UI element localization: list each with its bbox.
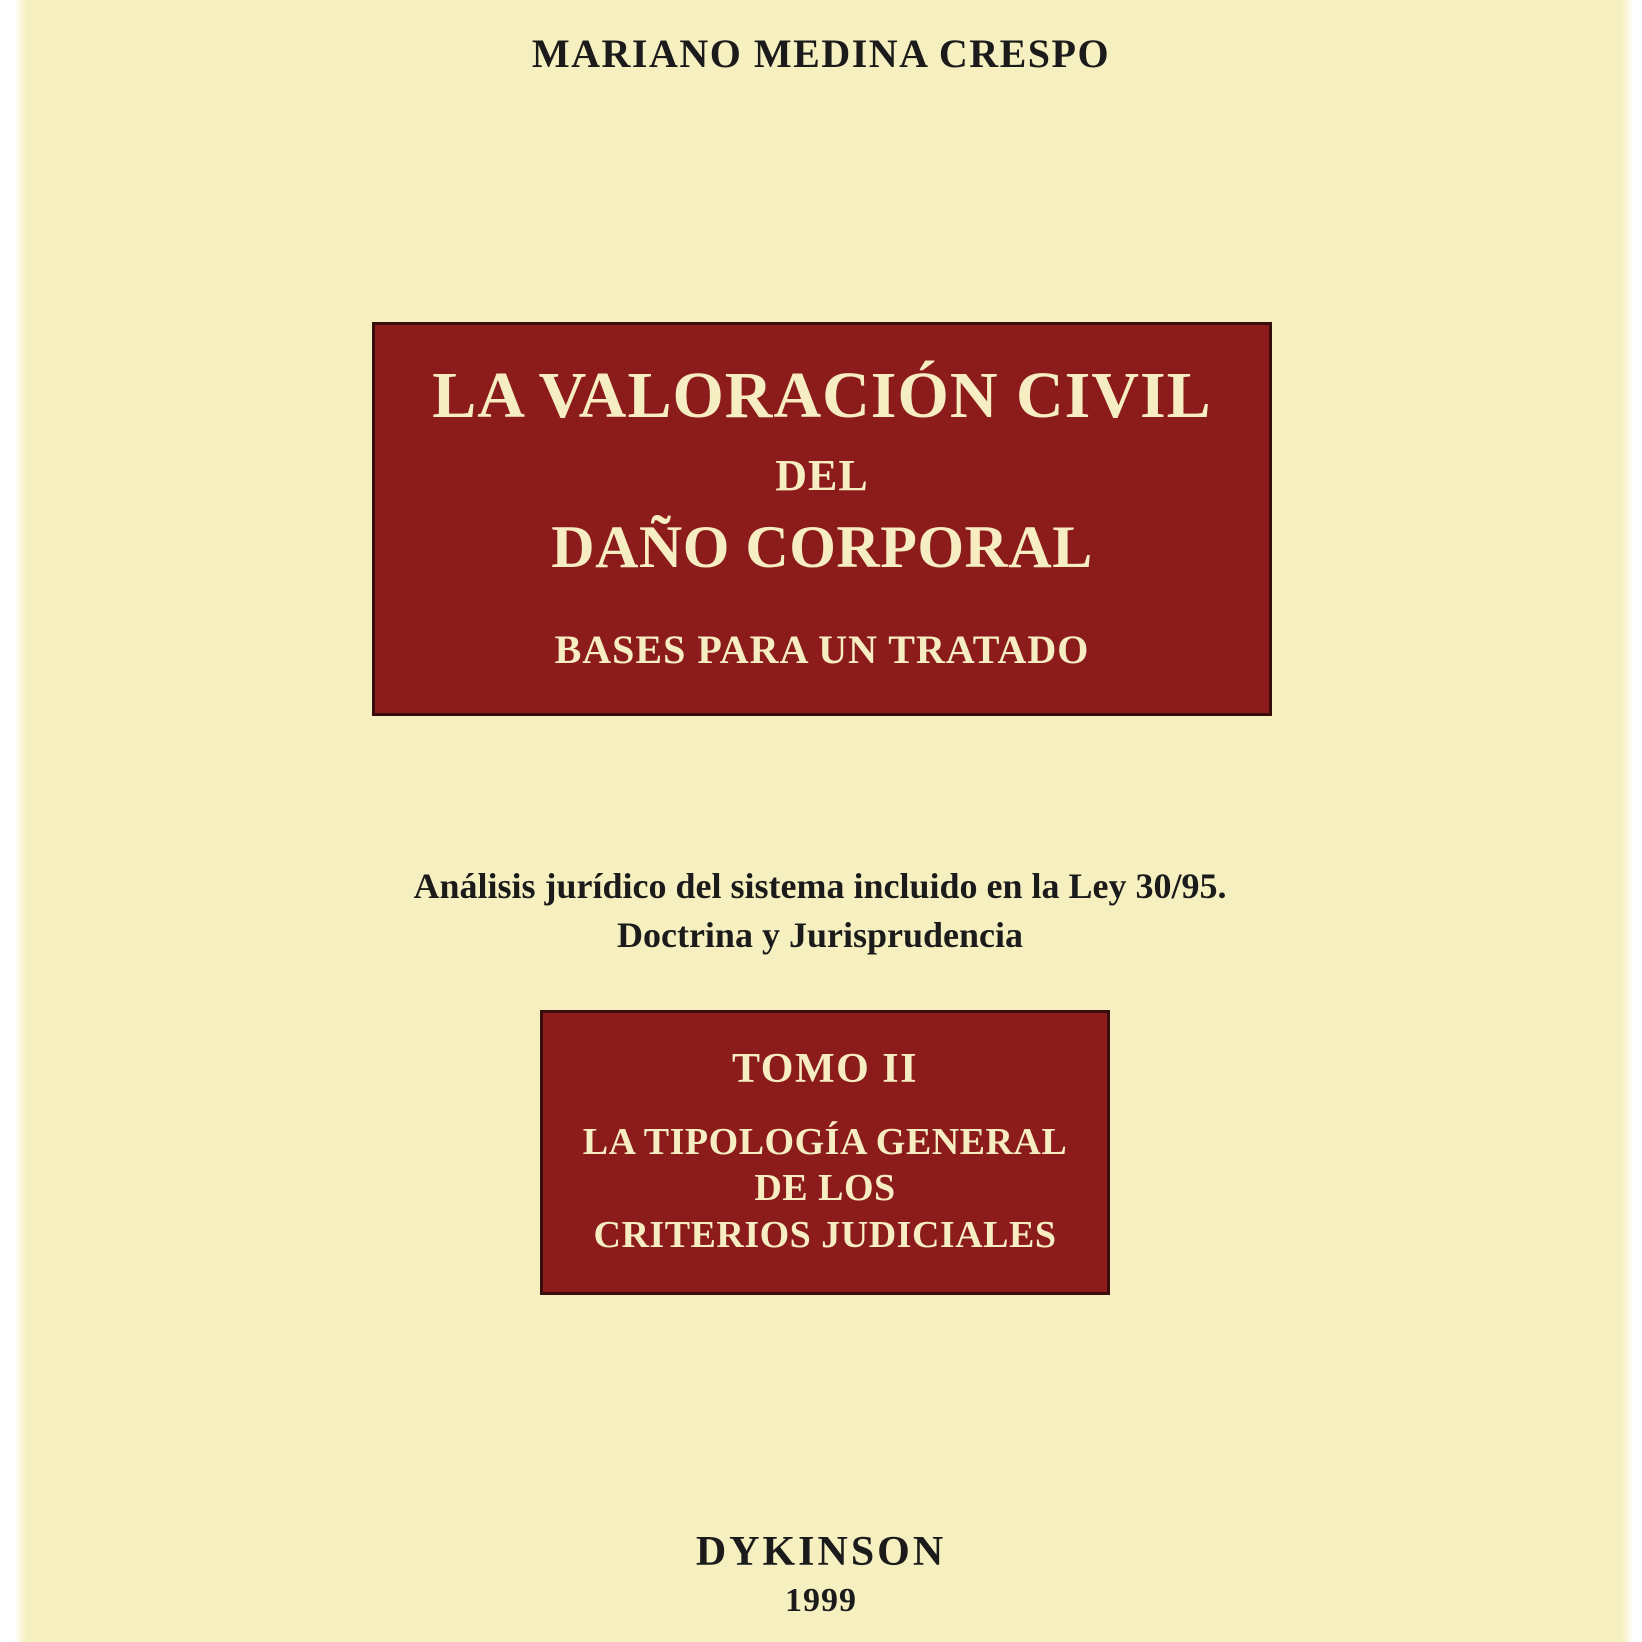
volume-title-line-1: LA TIPOLOGÍA GENERAL	[582, 1121, 1068, 1163]
title-line-subject: DAÑO CORPORAL	[551, 514, 1093, 581]
volume-block	[540, 1010, 1110, 1295]
publisher-name: DYKINSON	[695, 1529, 947, 1575]
subtitle-line-2: Doctrina y Jurisprudencia	[616, 914, 1023, 955]
volume-title-line-3: CRITERIOS JUDICIALES	[593, 1213, 1057, 1256]
subtitle-block	[300, 862, 1340, 959]
author-name: MARIANO MEDINA CRESPO	[531, 31, 1111, 76]
subtitle-line-1: Análisis jurídico del sistema incluido en la Ley 30/95.	[413, 866, 1227, 906]
title-line-main: LA VALORACIÓN CIVIL	[432, 359, 1212, 432]
volume-title	[559, 1119, 1091, 1258]
title-line-connector: DEL	[775, 451, 869, 501]
volume-label: TOMO II	[732, 1046, 918, 1092]
title-line-tagline: BASES PARA UN TRATADO	[554, 627, 1090, 673]
publication-year: 1999	[785, 1582, 857, 1619]
title-block	[372, 322, 1272, 716]
volume-title-line-2: DE LOS	[754, 1167, 896, 1210]
